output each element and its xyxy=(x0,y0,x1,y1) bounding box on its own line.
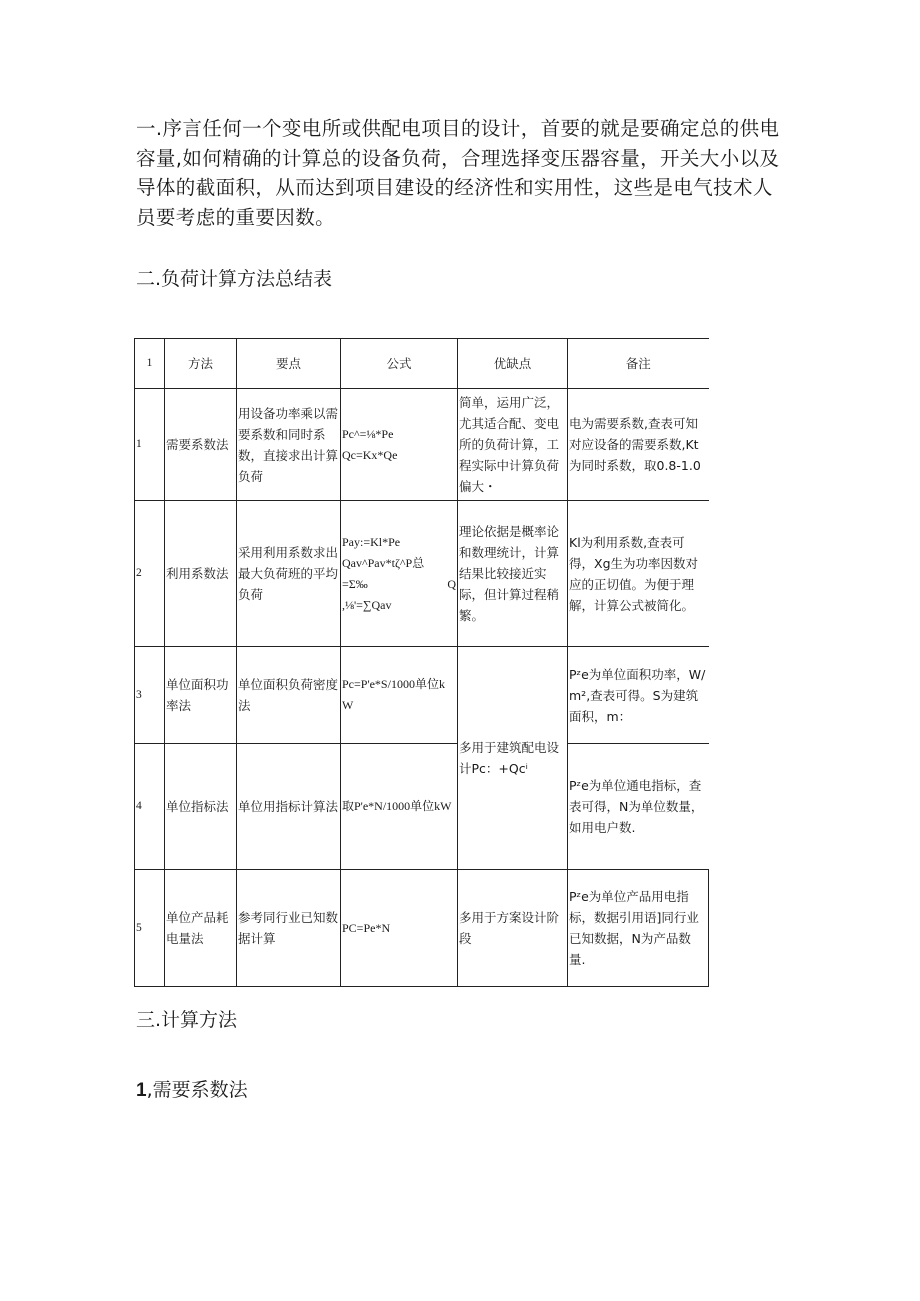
row-points: 参考同行业已知数据计算 xyxy=(237,870,341,987)
row-pros-cons: 理论依据是概率论和数理统计，计算结果比较接近实际，但计算过程稍繁。 xyxy=(458,501,568,647)
row-method: 需要系数法 xyxy=(165,389,237,501)
row-formula: 取P'e*N/1000单位kW xyxy=(341,744,458,870)
table-row xyxy=(135,870,709,987)
formula-line: Pay:=Kl*Pe xyxy=(342,534,401,549)
section-2-title: 二.负荷计算方法总结表 xyxy=(136,268,333,290)
row-index: 1 xyxy=(135,389,165,501)
table-row xyxy=(135,744,709,870)
formula-line xyxy=(342,574,456,595)
row-pros-cons-merged: 多用于建筑配电设计Pc：+Qcⁱ xyxy=(458,647,568,870)
subsection-title xyxy=(136,1075,248,1102)
header-points: 要点 xyxy=(237,339,341,389)
header-index: 1 xyxy=(135,339,165,389)
row-method: 单位产品耗电量法 xyxy=(165,870,237,987)
row-notes: 电为需要系数,查表可知对应设备的需要系数,Kt为同时系数，取0.8-1.0 xyxy=(568,389,709,501)
formula-line: Qc=Kx*Qe xyxy=(342,447,398,462)
header-pros-cons: 优缺点 xyxy=(458,339,568,389)
intro-paragraph: 一.序言任何一个变电所或供配电项目的设计，首要的就是要确定总的供电容量,如何精确的计算总的设备负荷，合理选择变压器容量，开关大小以及导体的截面积，从而达到项目建设的经济性和实用性，这些是电气技术人员要考虑的重要因数。 xyxy=(136,117,780,229)
row-points: 采用利用系数求出最大负荷班的平均负荷 xyxy=(237,501,341,647)
table-row xyxy=(135,501,709,647)
table-header-row xyxy=(135,339,709,389)
row-index: 5 xyxy=(135,870,165,987)
subsection-number: 1 xyxy=(136,1080,147,1101)
row-pros-cons: 多用于方案设计阶段 xyxy=(458,870,568,987)
row-notes: Pᶻe为单位通电指标，查表可得，N为单位数量，如用电户数. xyxy=(568,744,709,870)
row-formula xyxy=(341,389,458,501)
row-method: 单位指标法 xyxy=(165,744,237,870)
row-notes: Pᶻe为单位产品用电指标，数据引用语]同行业已知数据，N为产品数量. xyxy=(568,870,709,987)
row-method: 利用系数法 xyxy=(165,501,237,647)
row-index: 3 xyxy=(135,647,165,744)
row-points: 用设备功率乘以需要系数和同时系数，直接求出计算负荷 xyxy=(237,389,341,501)
header-method: 方法 xyxy=(165,339,237,389)
formula-part: Q xyxy=(447,576,456,591)
load-calculation-summary-table xyxy=(134,338,709,987)
formula-line: Qav^Pav*tζ^P总 xyxy=(342,555,425,570)
header-formula: 公式 xyxy=(341,339,458,389)
section-3-title: 三.计算方法 xyxy=(136,1009,238,1031)
row-index: 2 xyxy=(135,501,165,647)
header-notes: 备注 xyxy=(568,339,709,389)
row-method: 单位面积功率法 xyxy=(165,647,237,744)
row-formula: PC=Pe*N xyxy=(341,870,458,987)
row-notes: Kl为利用系数,查表可得，Xg生为功率因数对应的正切值。为便于理解，计算公式被简化。 xyxy=(568,501,709,647)
row-notes: Pᶻe为单位面积功率，W/m²,查表可得。S为建筑面积，m： xyxy=(568,647,709,744)
table-row xyxy=(135,389,709,501)
row-index: 4 xyxy=(135,744,165,870)
row-formula: Pc=P'e*S/1000单位kW xyxy=(341,647,458,744)
row-points: 单位面积负荷密度法 xyxy=(237,647,341,744)
row-pros-cons: 简单，运用广泛，尤其适合配、变电所的负荷计算，工程实际中计算负荷偏大・ xyxy=(458,389,568,501)
table-row xyxy=(135,647,709,744)
formula-part: =Σ‰ xyxy=(342,576,368,591)
formula-line: ,⅛'=∑Qav xyxy=(342,597,392,612)
row-formula xyxy=(341,501,458,647)
row-points: 单位用指标计算法 xyxy=(237,744,341,870)
formula-line: Pc^=⅛*Pe xyxy=(342,426,394,441)
subsection-label: ,需要系数法 xyxy=(146,1079,248,1101)
